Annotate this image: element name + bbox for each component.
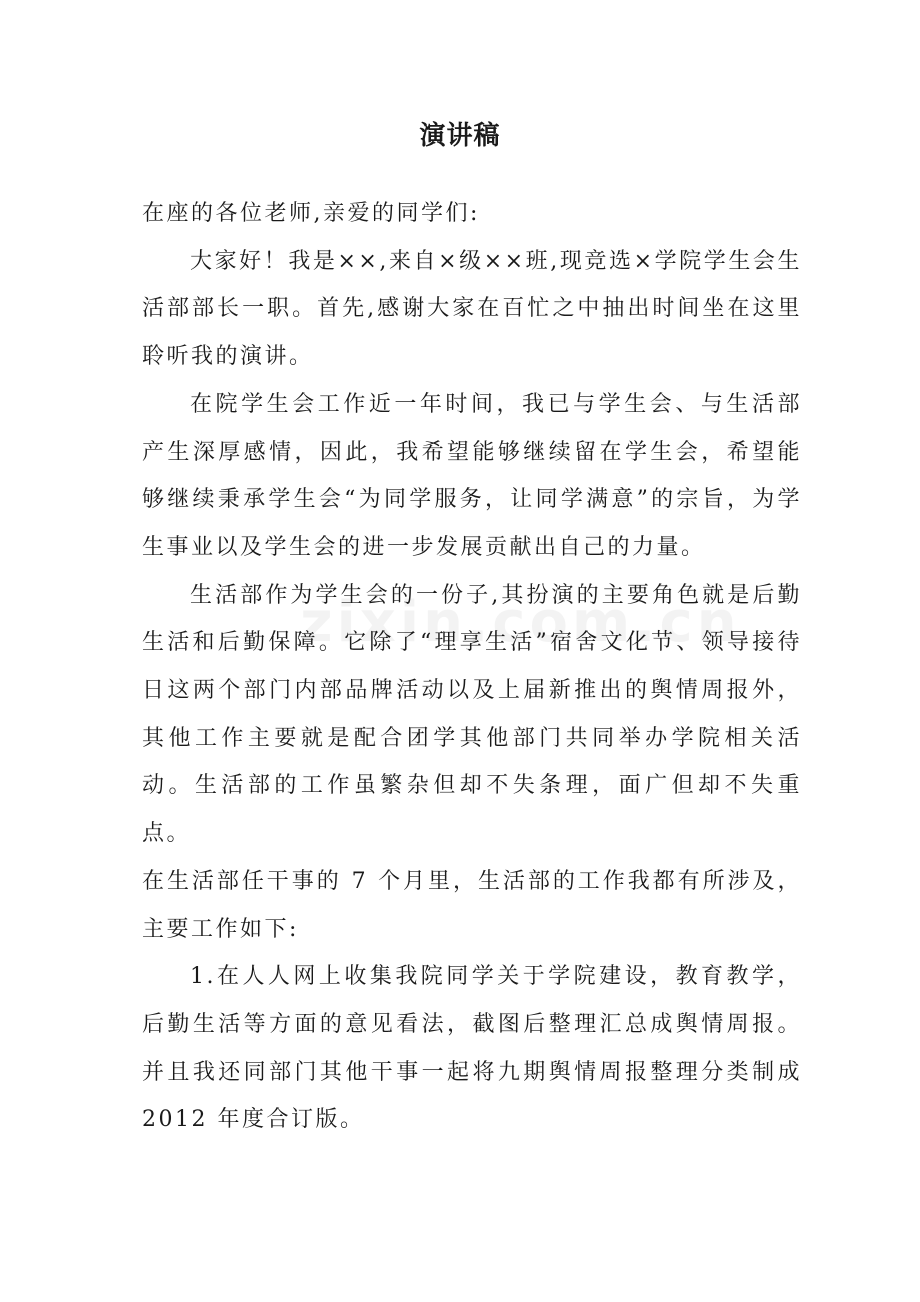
experience-intro-paragraph: 在生活部任干事的 7 个月里，生活部的工作我都有所涉及，主要工作如下: — [142, 868, 802, 942]
greeting-paragraph: 大家好！我是××,来自×级××班,现竞选×学院学生会生活部部长一职。首先,感谢大家在百忙之中抽出时间坐在这里聆听我的演讲。 — [142, 248, 802, 370]
work-item-paragraph: 1.在人人网上收集我院同学关于学院建设，教育教学，后勤生活等方面的意见看法，截图后整理汇总成舆情周报。并且我还同部门其他干事一起将九期舆情周报整理分类制成 2012 年度合订版。 — [142, 964, 802, 1133]
department-role-paragraph: 生活部作为学生会的一份子,其扮演的主要角色就是后勤生活和后勤保障。它除了“理享生活”宿舍文化节、领导接待日这两个部门内部品牌活动以及上届新推出的舆情周报外，其他工作主要就是配合团学其他部门共同举办学院相关活动。生活部的工作虽繁杂但却不失条理，面广但却不失重点。 — [142, 582, 802, 847]
motivation-paragraph: 在院学生会工作近一年时间，我已与学生会、与生活部产生深厚感情，因此，我希望能够继续留在学生会，希望能够继续秉承学生会“为同学服务，让同学满意”的宗旨，为学生事业以及学生会的进一步发展贡献出自己的力量。 — [142, 391, 802, 560]
document-title: 演讲稿 — [419, 121, 501, 151]
salutation-paragraph: 在座的各位老师,亲爱的同学们: — [142, 201, 480, 226]
document-body — [142, 190, 802, 1144]
